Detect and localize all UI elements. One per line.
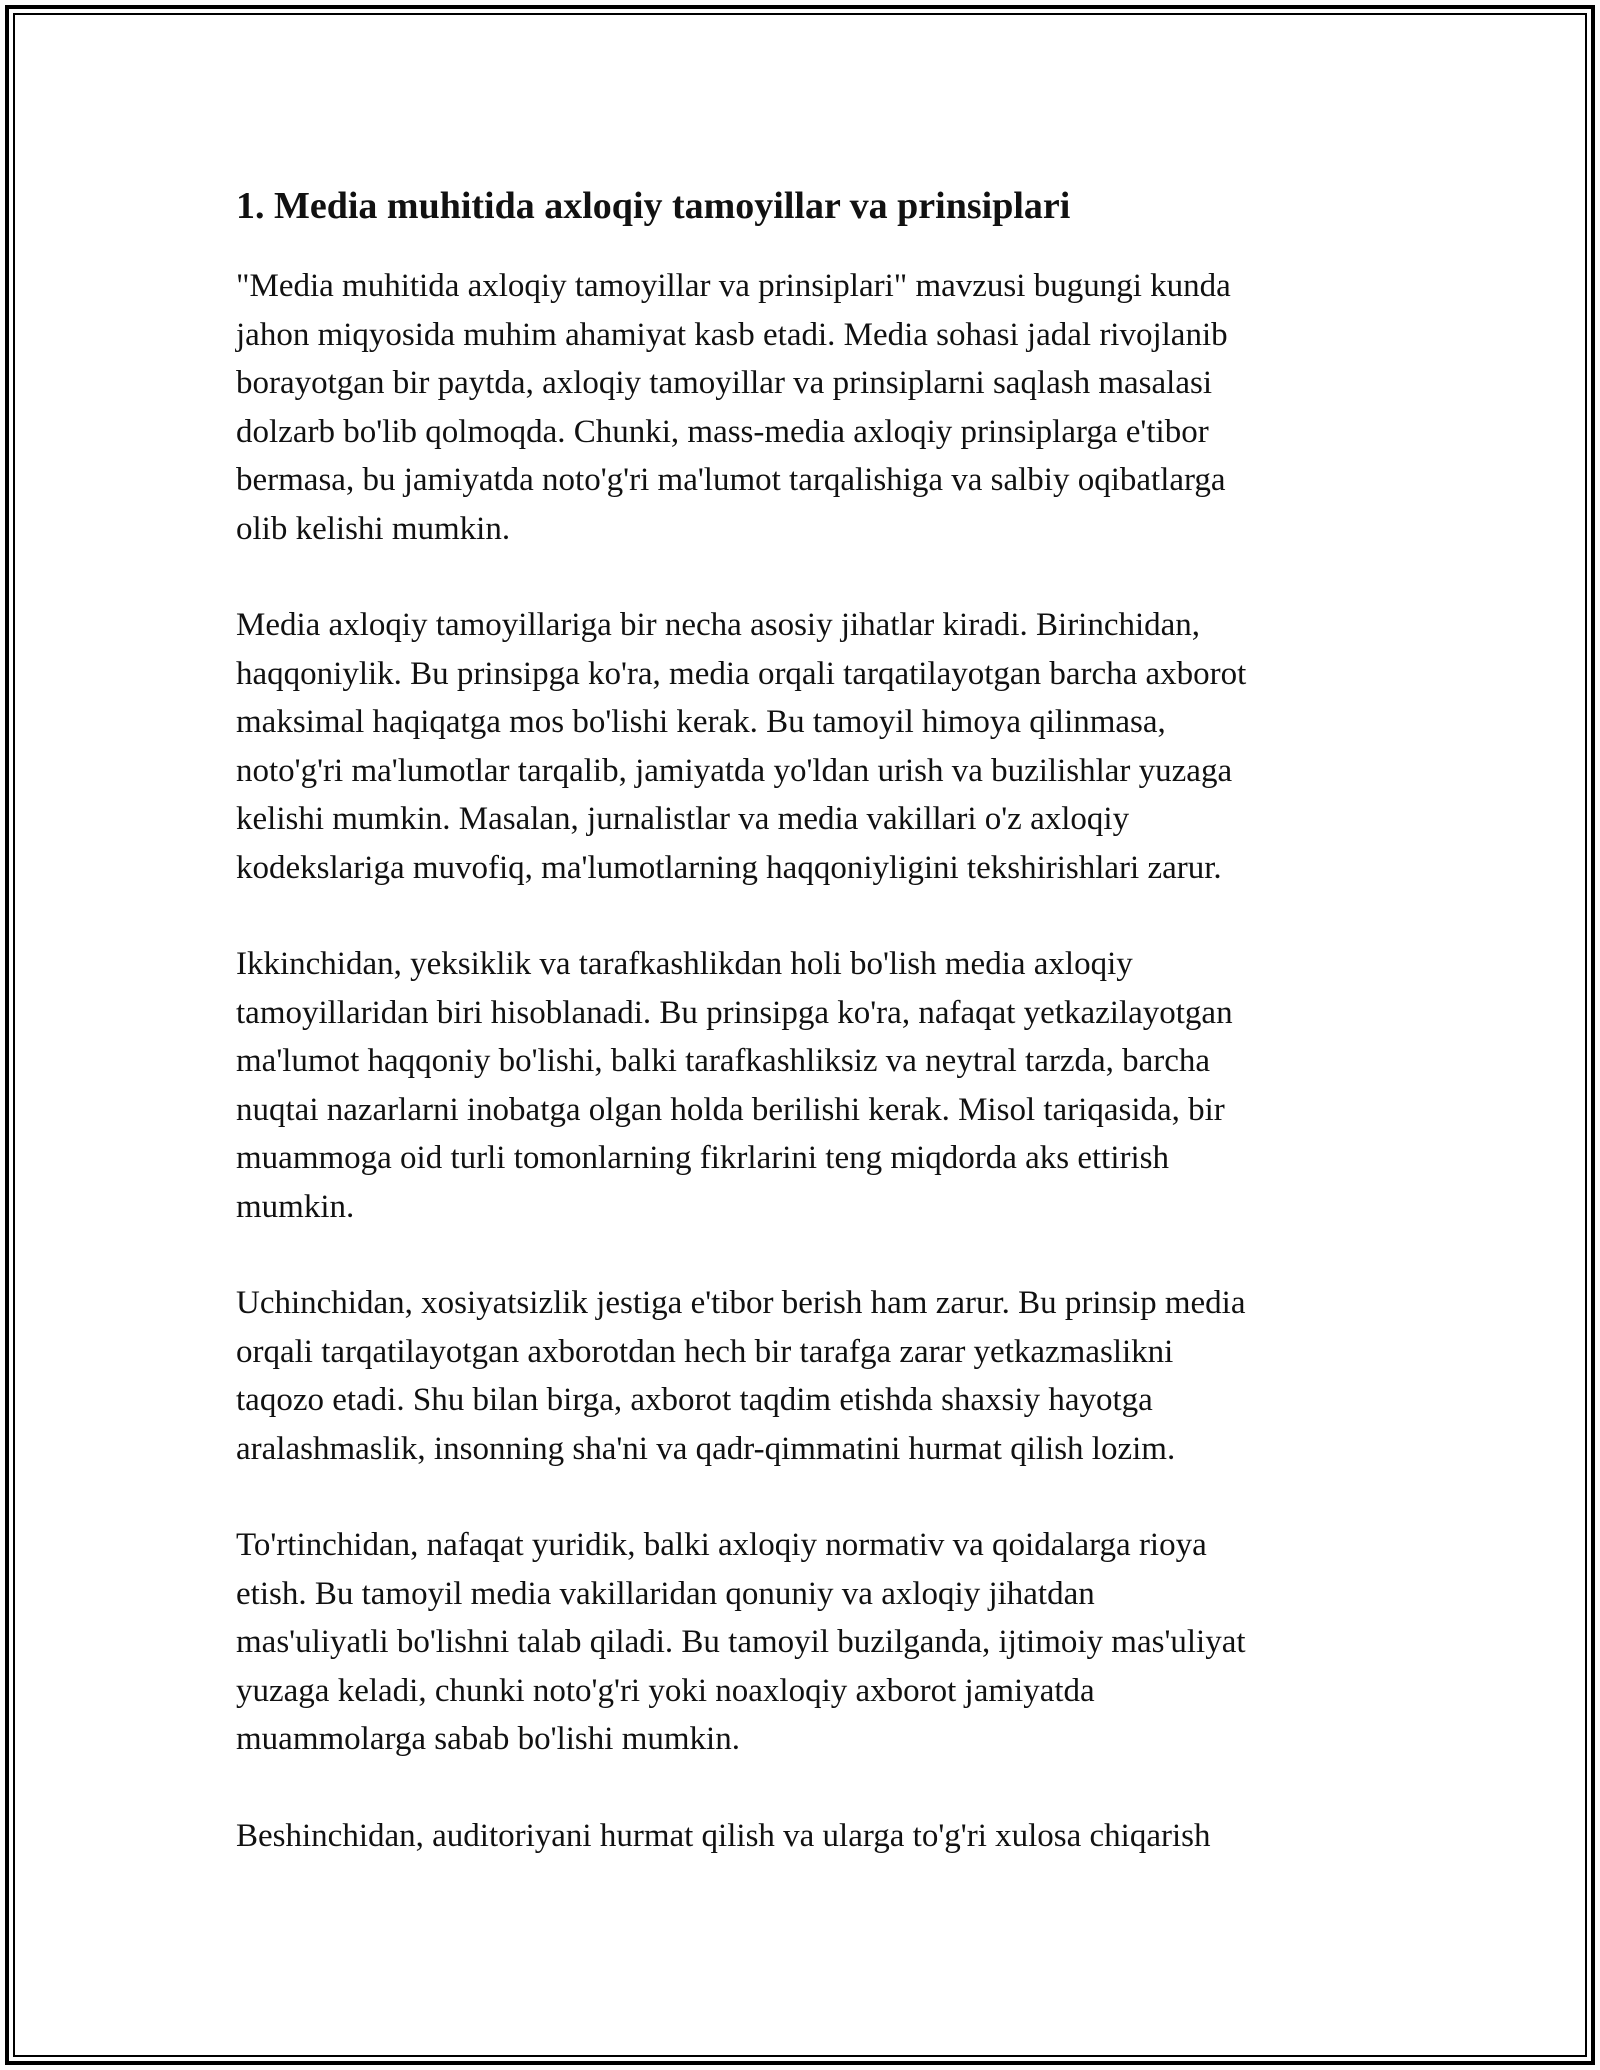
paragraph-line: dolzarb bo'lib qolmoqda. Chunki, mass-media axloqiy prinsiplarga e'tibor bbox=[236, 413, 1209, 450]
paragraph-line: noto'g'ri ma'lumotlar tarqalib, jamiyatda yo'ldan urish va buzilishlar yuzaga bbox=[236, 752, 1233, 789]
paragraph bbox=[236, 1812, 1376, 1861]
paragraph-line: Ikkinchidan, yeksiklik va tarafkashlikdan holi bo'lish media axloqiy bbox=[236, 946, 1133, 982]
paragraph-line: jahon miqyosida muhim ahamiyat kasb etadi. Media sohasi jadal rivojlanib bbox=[236, 316, 1228, 353]
paragraph-line: To'rtinchidan, nafaqat yuridik, balki axloqiy normativ va qoidalarga rioya bbox=[236, 1527, 1207, 1563]
paragraph bbox=[236, 940, 1376, 1231]
paragraph-line: kodekslariga muvofiq, ma'lumotlarning haqqoniyligini tekshirishlari zarur. bbox=[236, 849, 1222, 886]
paragraph-line: nuqtai nazarlarni inobatga olgan holda berilishi kerak. Misol tariqasida, bir bbox=[236, 1091, 1225, 1128]
document-title: 1. Media muhitida axloqiy tamoyillar va prinsiplari bbox=[236, 185, 1071, 227]
paragraph-line: olib kelishi mumkin. bbox=[236, 510, 511, 547]
paragraph-line: yuzaga keladi, chunki noto'g'ri yoki noaxloqiy axborot jamiyatda bbox=[236, 1672, 1095, 1709]
paragraph-line: kelishi mumkin. Masalan, jurnalistlar va media vakillari o'z axloqiy bbox=[236, 801, 1130, 837]
paragraph-line: muammoga oid turli tomonlarning fikrlarini teng miqdorda aks ettirish bbox=[236, 1140, 1169, 1176]
paragraph-line: aralashmaslik, insonning sha'ni va qadr-qimmatini hurmat qilish lozim. bbox=[236, 1430, 1176, 1467]
paragraph bbox=[236, 1279, 1376, 1473]
paragraph bbox=[236, 1521, 1376, 1764]
paragraph-line: tamoyillaridan biri hisoblanadi. Bu prinsipga ko'ra, nafaqat yetkazilayotgan bbox=[236, 994, 1233, 1031]
paragraph bbox=[236, 601, 1376, 892]
paragraph-line: orqali tarqatilayotgan axborotdan hech bir tarafga zarar yetkazmaslikni bbox=[236, 1333, 1174, 1370]
paragraph-line: etish. Bu tamoyil media vakillaridan qonuniy va axloqiy jihatdan bbox=[236, 1575, 1095, 1612]
paragraph-line: Media axloqiy tamoyillariga bir necha asosiy jihatlar kiradi. Birinchidan, bbox=[236, 607, 1201, 643]
paragraph-line: taqozo etadi. Shu bilan birga, axborot taqdim etishda shaxsiy hayotga bbox=[236, 1382, 1153, 1418]
paragraph-line: bermasa, bu jamiyatda noto'g'ri ma'lumot tarqalishiga va salbiy oqibatlarga bbox=[236, 462, 1226, 498]
paragraph bbox=[236, 262, 1376, 553]
paragraph-line: Beshinchidan, auditoriyani hurmat qilish va ularga to'g'ri xulosa chiqarish bbox=[236, 1817, 1211, 1854]
paragraph-line: mumkin. bbox=[236, 1188, 355, 1225]
document-body bbox=[236, 178, 1376, 1908]
paragraph-line: haqqoniylik. Bu prinsipga ko'ra, media orqali tarqatilayotgan barcha axborot bbox=[236, 655, 1247, 692]
paragraph-line: "Media muhitida axloqiy tamoyillar va prinsiplari" mavzusi bugungi kunda bbox=[236, 268, 1231, 304]
paragraph-line: borayotgan bir paytda, axloqiy tamoyillar va prinsiplarni saqlash masalasi bbox=[236, 365, 1212, 401]
paragraph-line: maksimal haqiqatga mos bo'lishi kerak. Bu tamoyil himoya qilinmasa, bbox=[236, 704, 1166, 740]
paragraph-line: mas'uliyatli bo'lishni talab qiladi. Bu tamoyil buzilganda, ijtimoiy mas'uliyat bbox=[236, 1624, 1246, 1660]
paragraph-line: muammolarga sabab bo'lishi mumkin. bbox=[236, 1721, 740, 1757]
paragraph-line: ma'lumot haqqoniy bo'lishi, balki tarafkashliksiz va neytral tarzda, barcha bbox=[236, 1043, 1211, 1079]
paragraph-list bbox=[236, 262, 1376, 1860]
paragraph-line: Uchinchidan, xosiyatsizlik jestiga e'tibor berish ham zarur. Bu prinsip media bbox=[236, 1285, 1246, 1321]
